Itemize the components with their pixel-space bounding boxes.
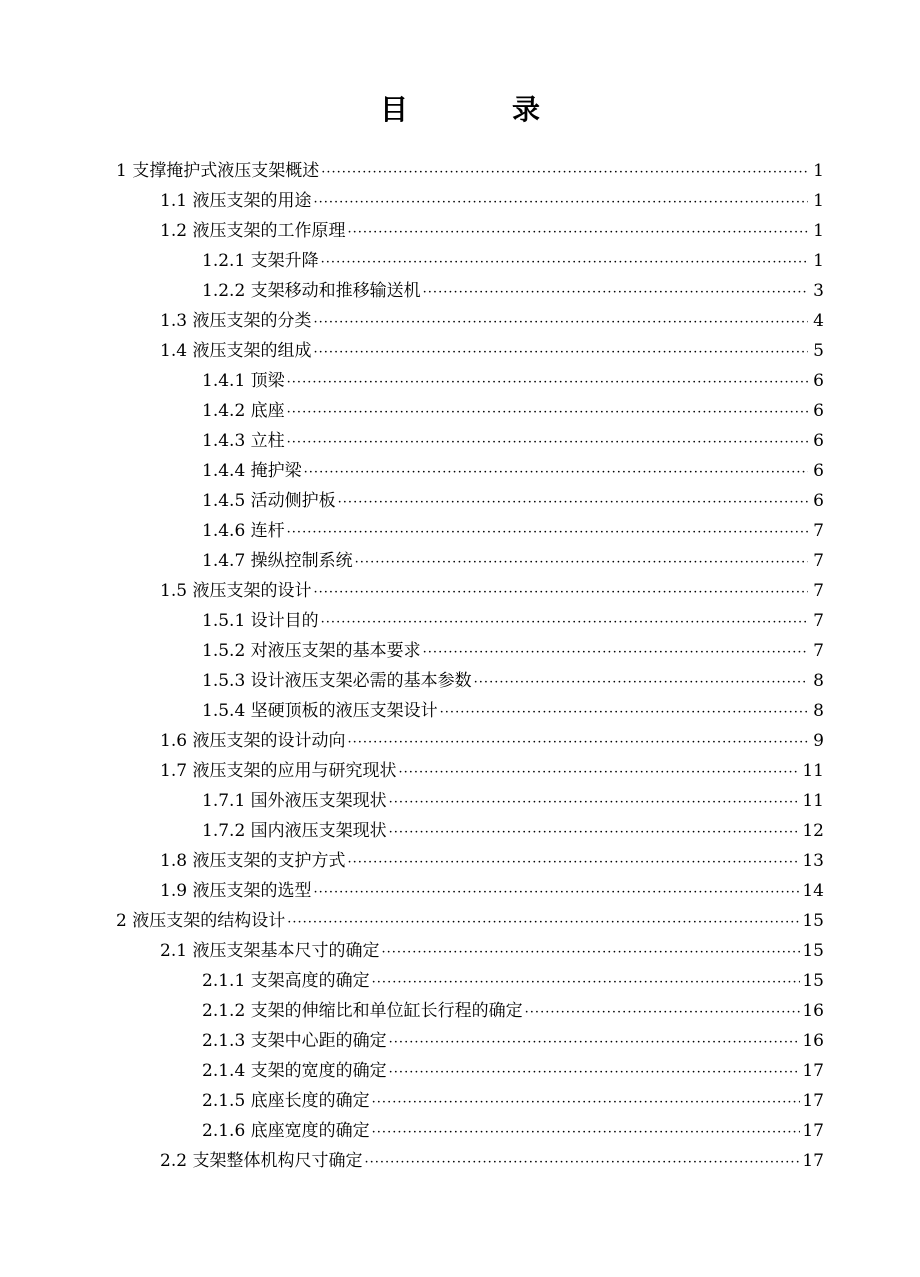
toc-page-number: 8 xyxy=(813,701,824,721)
toc-entry[interactable] xyxy=(0,636,920,666)
toc-entry-title: 1.5.1 设计目的 xyxy=(202,611,319,631)
toc-entry-title: 1.2.1 支架升降 xyxy=(202,251,319,271)
toc-page-number: 15 xyxy=(802,941,824,961)
toc-entry[interactable] xyxy=(0,1026,920,1056)
toc-entry[interactable] xyxy=(0,276,920,306)
toc-entry[interactable] xyxy=(0,186,920,216)
toc-page-number: 6 xyxy=(813,401,824,421)
toc-entry[interactable] xyxy=(0,786,920,816)
toc-page-number: 13 xyxy=(802,851,824,871)
toc-entry-title: 1.5.2 对液压支架的基本要求 xyxy=(202,641,421,661)
toc-entry[interactable] xyxy=(0,936,920,966)
toc-page-number: 16 xyxy=(802,1001,824,1021)
toc-entry-title: 1.3 液压支架的分类 xyxy=(160,311,312,331)
toc-dot-leader xyxy=(474,668,808,698)
toc-dot-leader xyxy=(398,758,800,788)
toc-page-number: 6 xyxy=(813,371,824,391)
toc-entry-title: 1.4.3 立柱 xyxy=(202,431,285,451)
toc-entry[interactable] xyxy=(0,576,920,606)
toc-entry[interactable] xyxy=(0,156,920,186)
toc-entry-title: 1.1 液压支架的用途 xyxy=(160,191,312,211)
toc-entry[interactable] xyxy=(0,486,920,516)
toc-entry[interactable] xyxy=(0,1056,920,1086)
toc-entry-title: 2.1.3 支架中心距的确定 xyxy=(202,1031,387,1051)
toc-entry[interactable] xyxy=(0,876,920,906)
toc-page-number: 17 xyxy=(802,1061,824,1081)
toc-entry[interactable] xyxy=(0,606,920,636)
toc-entry[interactable] xyxy=(0,1086,920,1116)
toc-entry[interactable] xyxy=(0,246,920,276)
toc-entry-title: 1.5 液压支架的设计 xyxy=(160,581,312,601)
toc-entry-title: 1.2 液压支架的工作原理 xyxy=(160,221,346,241)
toc-entry-title: 1.7 液压支架的应用与研究现状 xyxy=(160,761,397,781)
toc-entry-title: 1 支撑掩护式液压支架概述 xyxy=(116,161,320,181)
toc-page-number: 17 xyxy=(802,1091,824,1111)
toc-entry-title: 2.2 支架整体机构尺寸确定 xyxy=(160,1151,363,1171)
toc-dot-leader xyxy=(321,158,808,188)
toc-dot-leader xyxy=(347,218,808,248)
toc-entry[interactable] xyxy=(0,996,920,1026)
toc-entry[interactable] xyxy=(0,1116,920,1146)
toc-entry[interactable] xyxy=(0,396,920,426)
toc-page-number: 15 xyxy=(802,971,824,991)
toc-dot-leader xyxy=(364,1148,800,1178)
toc-entry-title: 1.4.4 掩护梁 xyxy=(202,461,302,481)
toc-entry[interactable] xyxy=(0,306,920,336)
toc-entry-title: 1.7.2 国内液压支架现状 xyxy=(202,821,387,841)
toc-dot-leader xyxy=(381,938,800,968)
toc-page-number: 16 xyxy=(802,1031,824,1051)
toc-entry-title: 2.1.5 底座长度的确定 xyxy=(202,1091,370,1111)
toc-dot-leader xyxy=(287,428,808,458)
toc-entry[interactable] xyxy=(0,336,920,366)
toc-dot-leader xyxy=(355,548,808,578)
toc-entry[interactable] xyxy=(0,726,920,756)
toc-entry[interactable] xyxy=(0,216,920,246)
toc-entry-title: 1.7.1 国外液压支架现状 xyxy=(202,791,387,811)
toc-entry-title: 2 液压支架的结构设计 xyxy=(116,911,286,931)
toc-entry-title: 2.1.6 底座宽度的确定 xyxy=(202,1121,370,1141)
toc-dot-leader xyxy=(287,908,800,938)
toc-page-number: 11 xyxy=(802,791,824,811)
toc-entry-title: 1.4.6 连杆 xyxy=(202,521,285,541)
toc-page-number: 1 xyxy=(813,221,824,241)
toc-entry-title: 2.1 液压支架基本尺寸的确定 xyxy=(160,941,380,961)
toc-dot-leader xyxy=(313,878,800,908)
toc-dot-leader xyxy=(372,1088,801,1118)
toc-dot-leader xyxy=(321,608,808,638)
toc-page-number: 7 xyxy=(813,521,824,541)
toc-dot-leader xyxy=(321,248,808,278)
toc-entry-title: 1.4.2 底座 xyxy=(202,401,285,421)
toc-dot-leader xyxy=(287,368,808,398)
toc-entry-title: 1.4 液压支架的组成 xyxy=(160,341,312,361)
toc-entry[interactable] xyxy=(0,966,920,996)
toc-entry-title: 1.2.2 支架移动和推移输送机 xyxy=(202,281,421,301)
toc-page-number: 17 xyxy=(802,1151,824,1171)
toc-entry-title: 2.1.1 支架高度的确定 xyxy=(202,971,370,991)
toc-entry-title: 1.6 液压支架的设计动向 xyxy=(160,731,346,751)
toc-page-number: 4 xyxy=(813,311,824,331)
toc-dot-leader xyxy=(372,1118,801,1148)
toc-dot-leader xyxy=(313,188,808,218)
toc-entry[interactable] xyxy=(0,426,920,456)
toc-page-number: 11 xyxy=(802,761,824,781)
toc-dot-leader xyxy=(423,638,808,668)
toc-dot-leader xyxy=(389,818,801,848)
toc-dot-leader xyxy=(347,728,808,758)
toc-page-number: 5 xyxy=(813,341,824,361)
toc-entry[interactable] xyxy=(0,516,920,546)
toc-entry-title: 1.9 液压支架的选型 xyxy=(160,881,312,901)
toc-entry[interactable] xyxy=(0,906,920,936)
toc-page-number: 9 xyxy=(813,731,824,751)
toc-page-number: 12 xyxy=(802,821,824,841)
toc-entry-title: 1.5.4 坚硬顶板的液压支架设计 xyxy=(202,701,438,721)
toc-page-number: 14 xyxy=(802,881,824,901)
toc-entry-title: 1.8 液压支架的支护方式 xyxy=(160,851,346,871)
toc-page-number: 7 xyxy=(813,581,824,601)
toc-dot-leader xyxy=(423,278,808,308)
toc-entry[interactable] xyxy=(0,846,920,876)
toc-entry[interactable] xyxy=(0,1146,920,1176)
toc-page-number: 7 xyxy=(813,611,824,631)
toc-entry[interactable] xyxy=(0,696,920,726)
toc-dot-leader xyxy=(313,308,808,338)
toc-dot-leader xyxy=(347,848,800,878)
toc-entry-title: 1.4.1 顶梁 xyxy=(202,371,285,391)
toc-dot-leader xyxy=(440,698,808,728)
toc-dot-leader xyxy=(389,1058,801,1088)
toc-dot-leader xyxy=(389,788,801,818)
toc-page-number: 1 xyxy=(813,251,824,271)
toc-dot-leader xyxy=(313,338,808,368)
toc-entry[interactable] xyxy=(0,366,920,396)
toc-entry[interactable] xyxy=(0,456,920,486)
toc-page-number: 1 xyxy=(813,161,824,181)
toc-entry[interactable] xyxy=(0,816,920,846)
toc-entry[interactable] xyxy=(0,546,920,576)
table-of-contents xyxy=(0,156,920,1176)
toc-page-number: 6 xyxy=(813,491,824,511)
toc-dot-leader xyxy=(287,518,808,548)
toc-page-number: 7 xyxy=(813,551,824,571)
toc-page-number: 7 xyxy=(813,641,824,661)
toc-dot-leader xyxy=(372,968,801,998)
toc-page-number: 3 xyxy=(813,281,824,301)
toc-entry[interactable] xyxy=(0,666,920,696)
toc-page-number: 15 xyxy=(802,911,824,931)
toc-dot-leader xyxy=(313,578,808,608)
toc-page-number: 17 xyxy=(802,1121,824,1141)
toc-entry-title: 1.4.5 活动侧护板 xyxy=(202,491,336,511)
toc-dot-leader xyxy=(304,458,808,488)
toc-dot-leader xyxy=(287,398,808,428)
toc-page-number: 6 xyxy=(813,461,824,481)
toc-dot-leader xyxy=(525,998,801,1028)
toc-entry-title: 2.1.2 支架的伸缩比和单位缸长行程的确定 xyxy=(202,1001,523,1021)
toc-dot-leader xyxy=(389,1028,801,1058)
page-title: 目 录 xyxy=(379,93,578,126)
toc-entry-title: 1.5.3 设计液压支架必需的基本参数 xyxy=(202,671,472,691)
toc-entry-title: 1.4.7 操纵控制系统 xyxy=(202,551,353,571)
toc-page-number: 1 xyxy=(813,191,824,211)
toc-entry-title: 2.1.4 支架的宽度的确定 xyxy=(202,1061,387,1081)
toc-page-number: 6 xyxy=(813,431,824,451)
toc-dot-leader xyxy=(338,488,808,518)
toc-entry[interactable] xyxy=(0,756,920,786)
toc-page-number: 8 xyxy=(813,671,824,691)
